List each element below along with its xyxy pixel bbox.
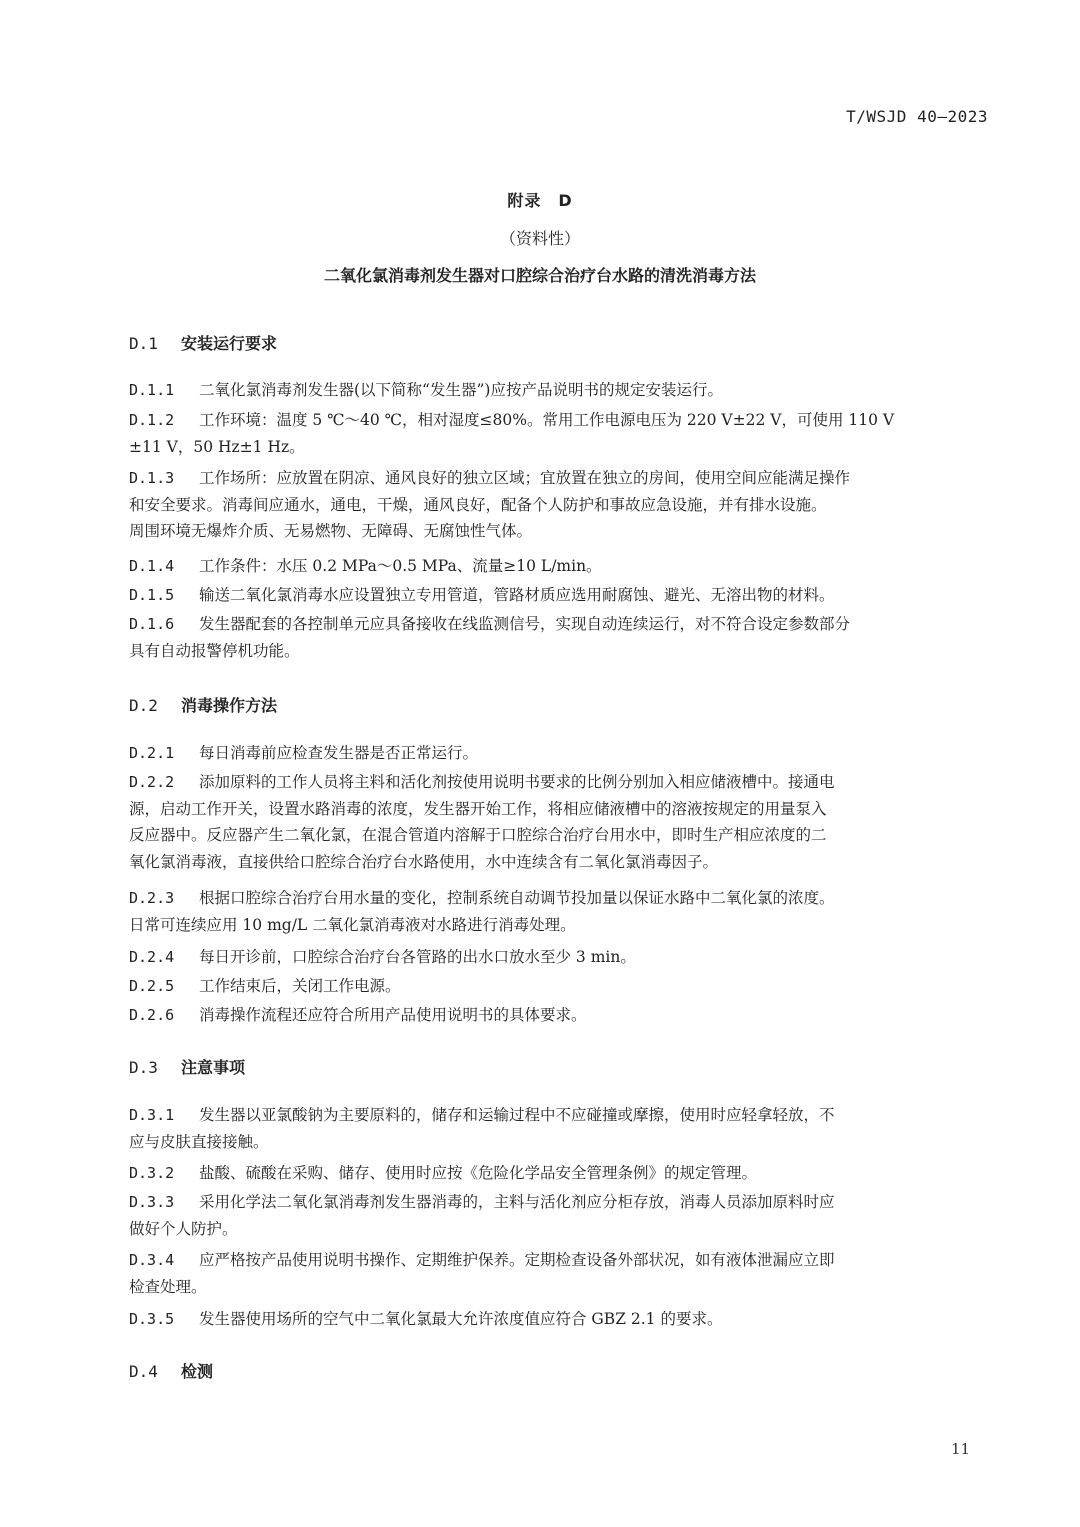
- clause-number: D.2.2: [129, 773, 175, 791]
- section-title: 注意事项: [181, 1058, 246, 1077]
- clause-d3-2: [129, 1160, 989, 1187]
- clause-text: 二氧化氯消毒剂发生器(以下简称“发生器”)应按产品说明书的规定安装运行。: [199, 381, 723, 399]
- clause-d2-2: [129, 769, 989, 875]
- clause-text: 周围环境无爆炸介质、无易燃物、无障碍、无腐蚀性气体。: [129, 522, 533, 540]
- clause-text: 发生器以亚氯酸钠为主要原料的，储存和运输过程中不应碰撞或摩擦，使用时应轻拿轻放，不: [199, 1106, 835, 1124]
- section-title: 消毒操作方法: [181, 696, 278, 715]
- clause-number: D.1.5: [129, 586, 175, 604]
- clause-d1-1: [129, 377, 989, 404]
- clause-d3-1: [129, 1102, 989, 1155]
- section-number: D.3: [129, 1058, 158, 1077]
- clause-text: 每日开诊前，口腔综合治疗台各管路的出水口放水至少 3 min。: [199, 948, 636, 966]
- clause-text: 反应器中。反应器产生二氧化氯，在混合管道内溶解于口腔综合治疗台用水中，即时生产相应浓度的二: [129, 826, 827, 844]
- clause-text: 应与皮肤直接接触。: [129, 1132, 269, 1151]
- section-title: 检测: [181, 1362, 214, 1381]
- clause-text: 输送二氧化氯消毒水应设置独立专用管道，管路材质应选用耐腐蚀、避光、无溶出物的材料。: [199, 586, 835, 604]
- section-heading-d2: [129, 693, 277, 716]
- clause-number: D.2.6: [129, 1006, 175, 1024]
- clause-d3-5: [129, 1306, 989, 1333]
- clause-text: 每日消毒前应检查发生器是否正常运行。: [199, 744, 479, 762]
- section-heading-d3: [129, 1055, 245, 1078]
- section-number: D.4: [129, 1362, 158, 1381]
- clause-number: D.1.1: [129, 381, 175, 399]
- clause-number: D.1.6: [129, 615, 175, 633]
- clause-number: D.1.2: [129, 411, 175, 429]
- clause-text: 具有自动报警停机功能。: [129, 641, 300, 660]
- clause-number: D.3.4: [129, 1251, 175, 1269]
- section-title: 安装运行要求: [181, 334, 278, 353]
- clause-number: D.2.4: [129, 948, 175, 966]
- clause-text: 工作环境：温度 5 ℃～40 ℃，相对湿度≤80%。常用工作电源电压为 220 V±22 V，可使用 110 V: [199, 411, 895, 429]
- clause-number: D.1.3: [129, 469, 175, 487]
- clause-text: 氧化氯消毒液，直接供给口腔综合治疗台水路使用，水中连续含有二氧化氯消毒因子。: [129, 852, 719, 871]
- clause-text: 根据口腔综合治疗台用水量的变化，控制系统自动调节投加量以保证水路中二氧化氯的浓度。: [199, 889, 835, 907]
- clause-d2-4: [129, 944, 989, 971]
- page-number: 11: [951, 1440, 971, 1458]
- clause-d2-1: [129, 740, 989, 767]
- clause-d1-2: [129, 407, 989, 460]
- clause-number: D.1.4: [129, 557, 175, 575]
- clause-text: 源，启动工作开关，设置水路消毒的浓度，发生器开始工作，将相应储液槽中的溶液按规定的用量泵入: [129, 799, 827, 818]
- clause-d1-5: [129, 582, 989, 609]
- clause-d1-3: [129, 465, 989, 545]
- clause-number: D.3.5: [129, 1310, 175, 1328]
- clause-text: 添加原料的工作人员将主料和活化剂按使用说明书要求的比例分别加入相应储液槽中。接通电: [199, 773, 835, 791]
- appendix-title: 附录 D: [507, 191, 573, 210]
- clause-text: 检查处理。: [129, 1277, 207, 1296]
- clause-d3-4: [129, 1247, 989, 1300]
- clause-text: 应严格按产品使用说明书操作、定期维护保养。定期检查设备外部状况，如有液体泄漏应立即: [199, 1251, 835, 1269]
- clause-number: D.3.2: [129, 1164, 175, 1182]
- clause-d2-5: [129, 973, 989, 1000]
- clause-text: 日常可连续应用 10 mg/L 二氧化氯消毒液对水路进行消毒处理。: [129, 915, 576, 934]
- clause-d3-3: [129, 1189, 989, 1242]
- section-number: D.2: [129, 696, 158, 715]
- clause-text: 消毒操作流程还应符合所用产品使用说明书的具体要求。: [199, 1006, 587, 1024]
- clause-text: 采用化学法二氧化氯消毒剂发生器消毒的，主料与活化剂应分柜存放，消毒人员添加原料时应: [199, 1193, 835, 1211]
- clause-text: 工作条件：水压 0.2 MPa～0.5 MPa、流量≥10 L/min。: [199, 557, 602, 575]
- clause-text: 盐酸、硫酸在采购、储存、使用时应按《危险化学品安全管理条例》的规定管理。: [199, 1164, 758, 1182]
- clause-d2-3: [129, 885, 989, 938]
- clause-number: D.2.3: [129, 889, 175, 907]
- clause-text: 发生器配套的各控制单元应具备接收在线监测信号，实现自动连续运行，对不符合设定参数部分: [199, 615, 851, 633]
- appendix-name: 二氧化氯消毒剂发生器对口腔综合治疗台水路的清洗消毒方法: [323, 266, 756, 285]
- clause-text: 工作结束后，关闭工作电源。: [199, 977, 401, 995]
- clause-text: ±11 V，50 Hz±1 Hz。: [129, 437, 305, 456]
- clause-number: D.2.5: [129, 977, 175, 995]
- clause-text: 和安全要求。消毒间应通水，通电，干燥，通风良好，配备个人防护和事故应急设施，并有排水设施。: [129, 495, 827, 514]
- section-number: D.1: [129, 334, 158, 353]
- section-heading-d1: [129, 331, 277, 354]
- clause-d2-6: [129, 1002, 989, 1029]
- clause-number: D.3.3: [129, 1193, 175, 1211]
- clause-number: D.2.1: [129, 744, 175, 762]
- clause-text: 工作场所：应放置在阴凉、通风良好的独立区域；宜放置在独立的房间，使用空间应能满足操作: [199, 469, 851, 487]
- clause-text: 发生器使用场所的空气中二氧化氯最大允许浓度值应符合 GBZ 2.1 的要求。: [199, 1310, 723, 1328]
- clause-number: D.3.1: [129, 1106, 175, 1124]
- clause-d1-4: [129, 553, 989, 580]
- section-heading-d4: [129, 1359, 213, 1382]
- appendix-type: （资料性）: [499, 229, 580, 248]
- clause-text: 做好个人防护。: [129, 1219, 238, 1238]
- clause-d1-6: [129, 611, 989, 664]
- document-code: T/WSJD 40—2023: [846, 107, 988, 126]
